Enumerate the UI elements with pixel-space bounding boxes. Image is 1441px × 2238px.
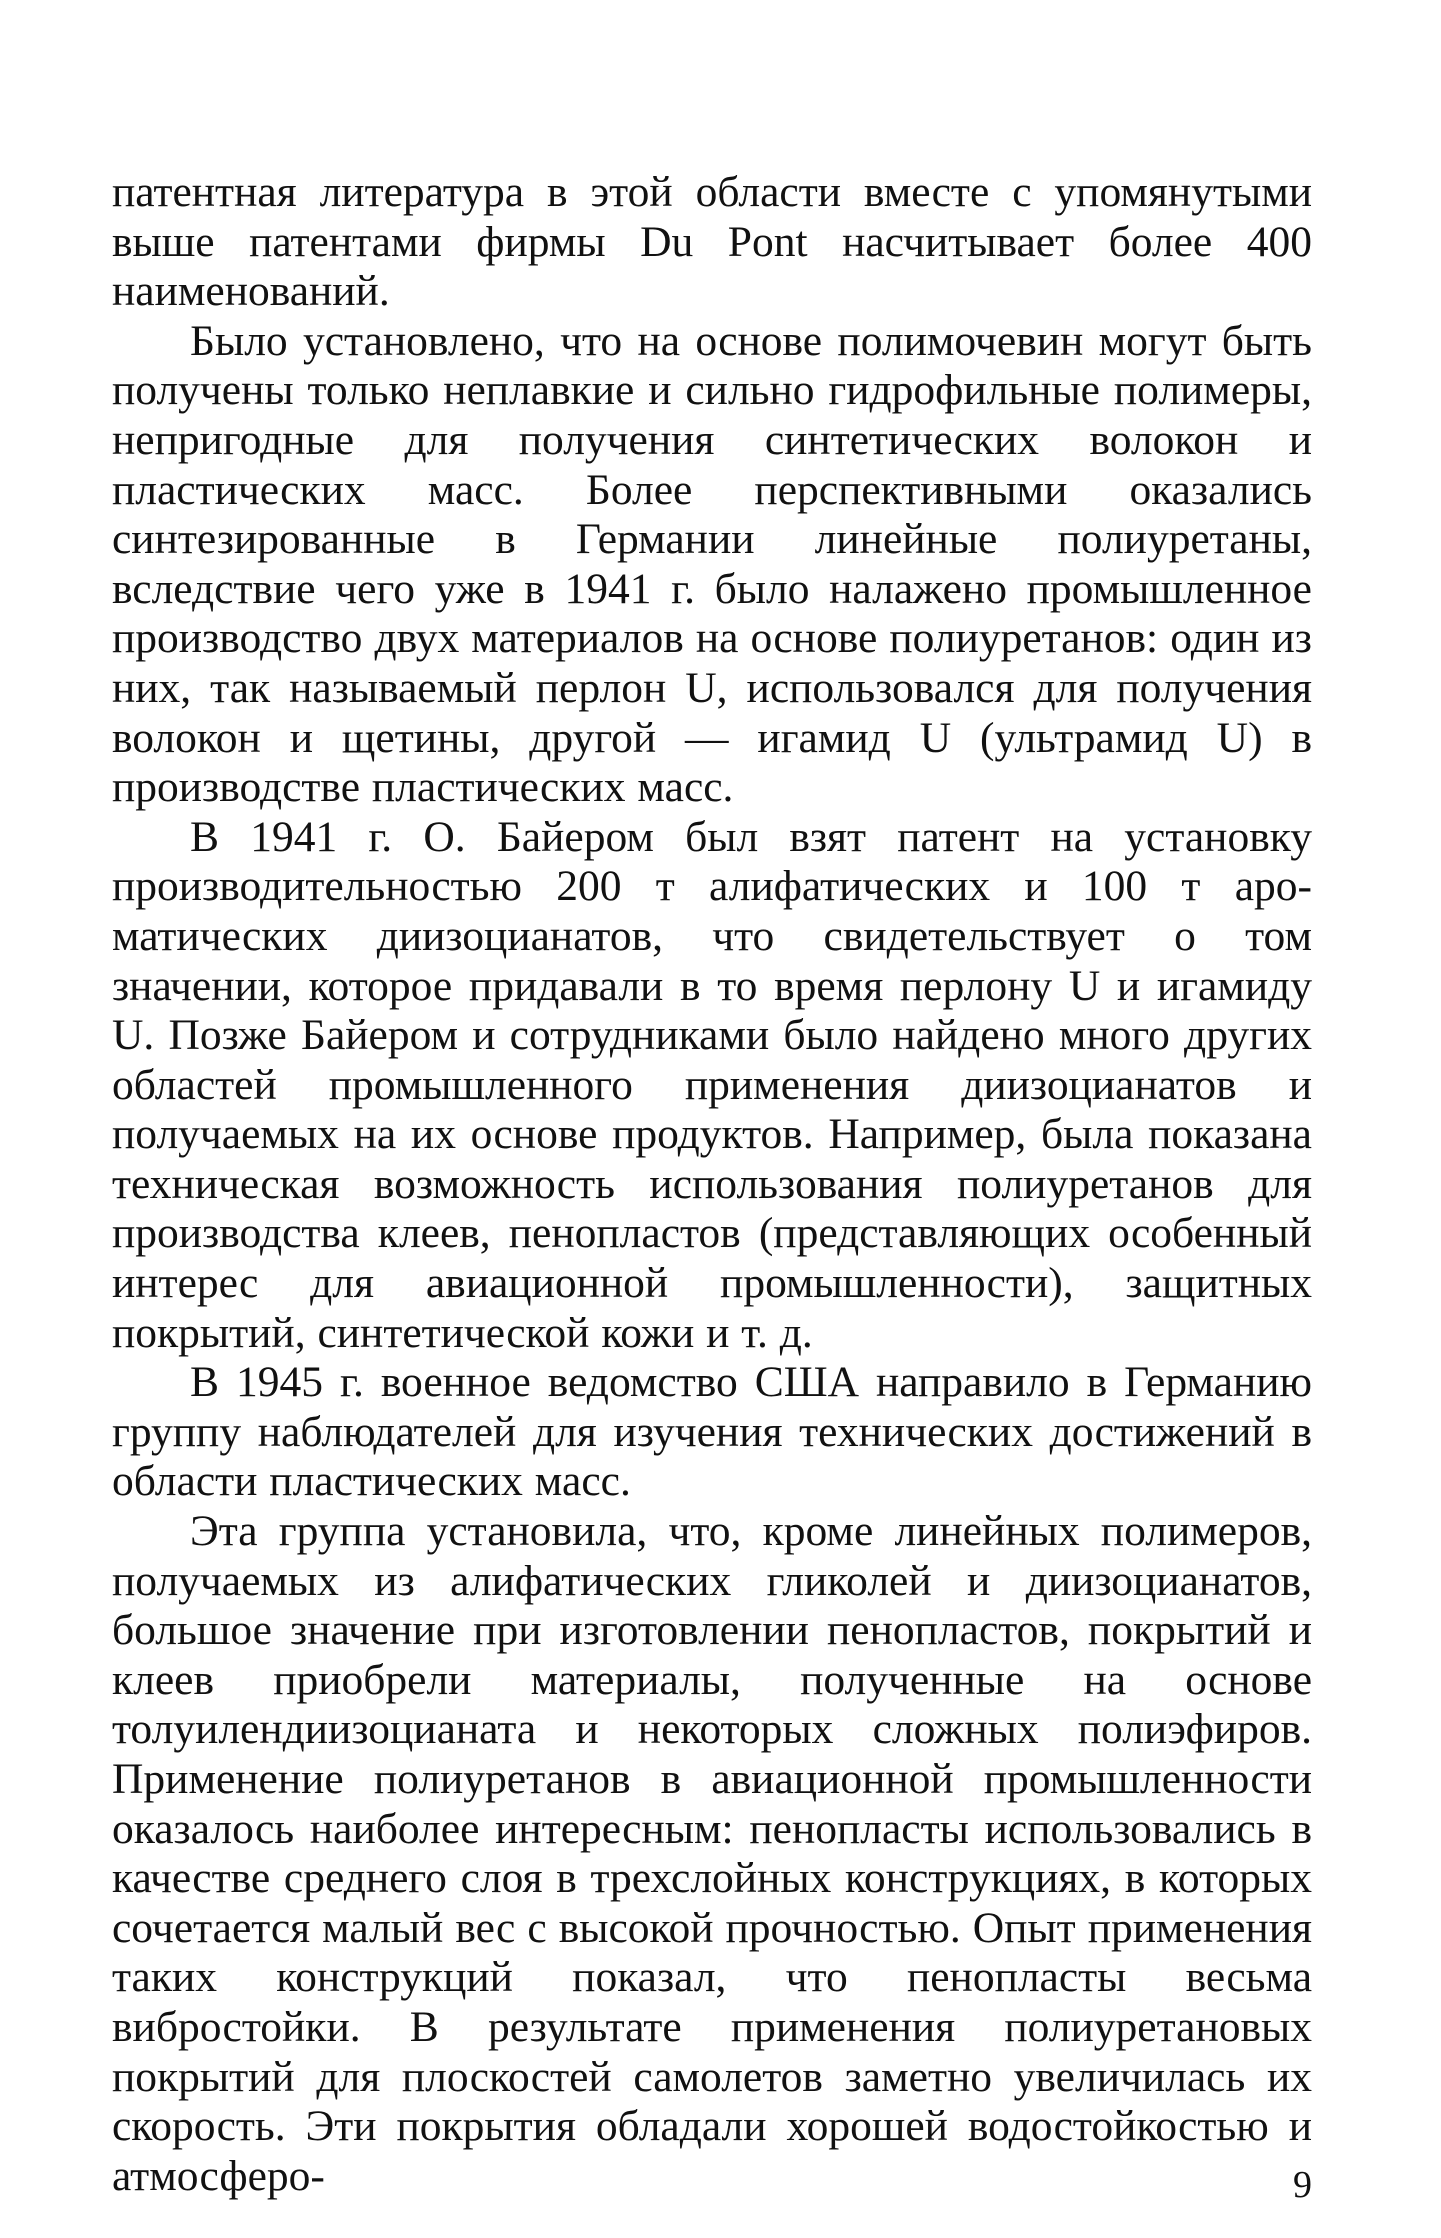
paragraph-polyureas: Было установлено, что на основе полимочевин могут быть получены только неплавкие и сильно гидрофильные полимеры, непригодные для получения синтетических волокон и пластических масс. Более перспективными оказались синтезированные в Германии линейные полиуретаны, вследствие чего уже в 1941 г. было налажено промышленное производство двух материалов на основе полиуретанов: один из них, так называемый перлон U, использовался для получения волокон и щетины, другой — игамид U (ультрамид U) в производстве пластических масс. [112,316,1312,812]
paragraph-usa-observers: В 1945 г. военное ведомство США направило в Германию группу наблюдателей для изучения технических достижений в области пластических масс. [112,1358,1312,1506]
paragraph-continuation: патентная литература в этой области вместе с упомянутыми выше патентами фирмы Du Pont насчитывает более 400 наименований. [112,168,1312,316]
page-number: 9 [1293,2164,1312,2206]
body-text [112,168,1312,2201]
paragraph-group-findings: Эта группа установила, что, кроме линейных полимеров, получаемых из алифатических гликолей и диизоцианатов, большое значение при изготовлении пенопластов, покрытий и клеев приобрели материалы, полученные на основе толуилендиизоцианата и некоторых сложных полиэфиров. Применение полиуретанов в авиационной промышленности оказалось наиболее интересным: пенопласты использовались в качестве среднего слоя в трехслойных конструкциях, в которых сочетается малый вес с высокой прочностью. Опыт применения таких конструкций показал, что пенопласты весьма вибростойки. В результате применения полиуретановых покрытий для плоскостей самолетов заметно увеличилась их скорость. Эти покрытия обладали хорошей водостойкостью и атмосферо- [112,1507,1312,2200]
paragraph-bayer-patent: В 1941 г. О. Байером был взят патент на установку производительностью 200 т алифатических и 100 т ароматических диизоцианатов, что свидетельствует о том значении, которое придавали в то время перлону U и игамиду U. Позже Байером и сотрудниками было найдено много других областей промышленного применения диизоцианатов и получаемых на их основе продуктов. Например, была показана техническая возможность использования полиуретанов для производства клеев, пенопластов (представляющих особенный интерес для авиационной промышленности), защитных покрытий, синтетической кожи и т. д. [112,812,1312,1357]
